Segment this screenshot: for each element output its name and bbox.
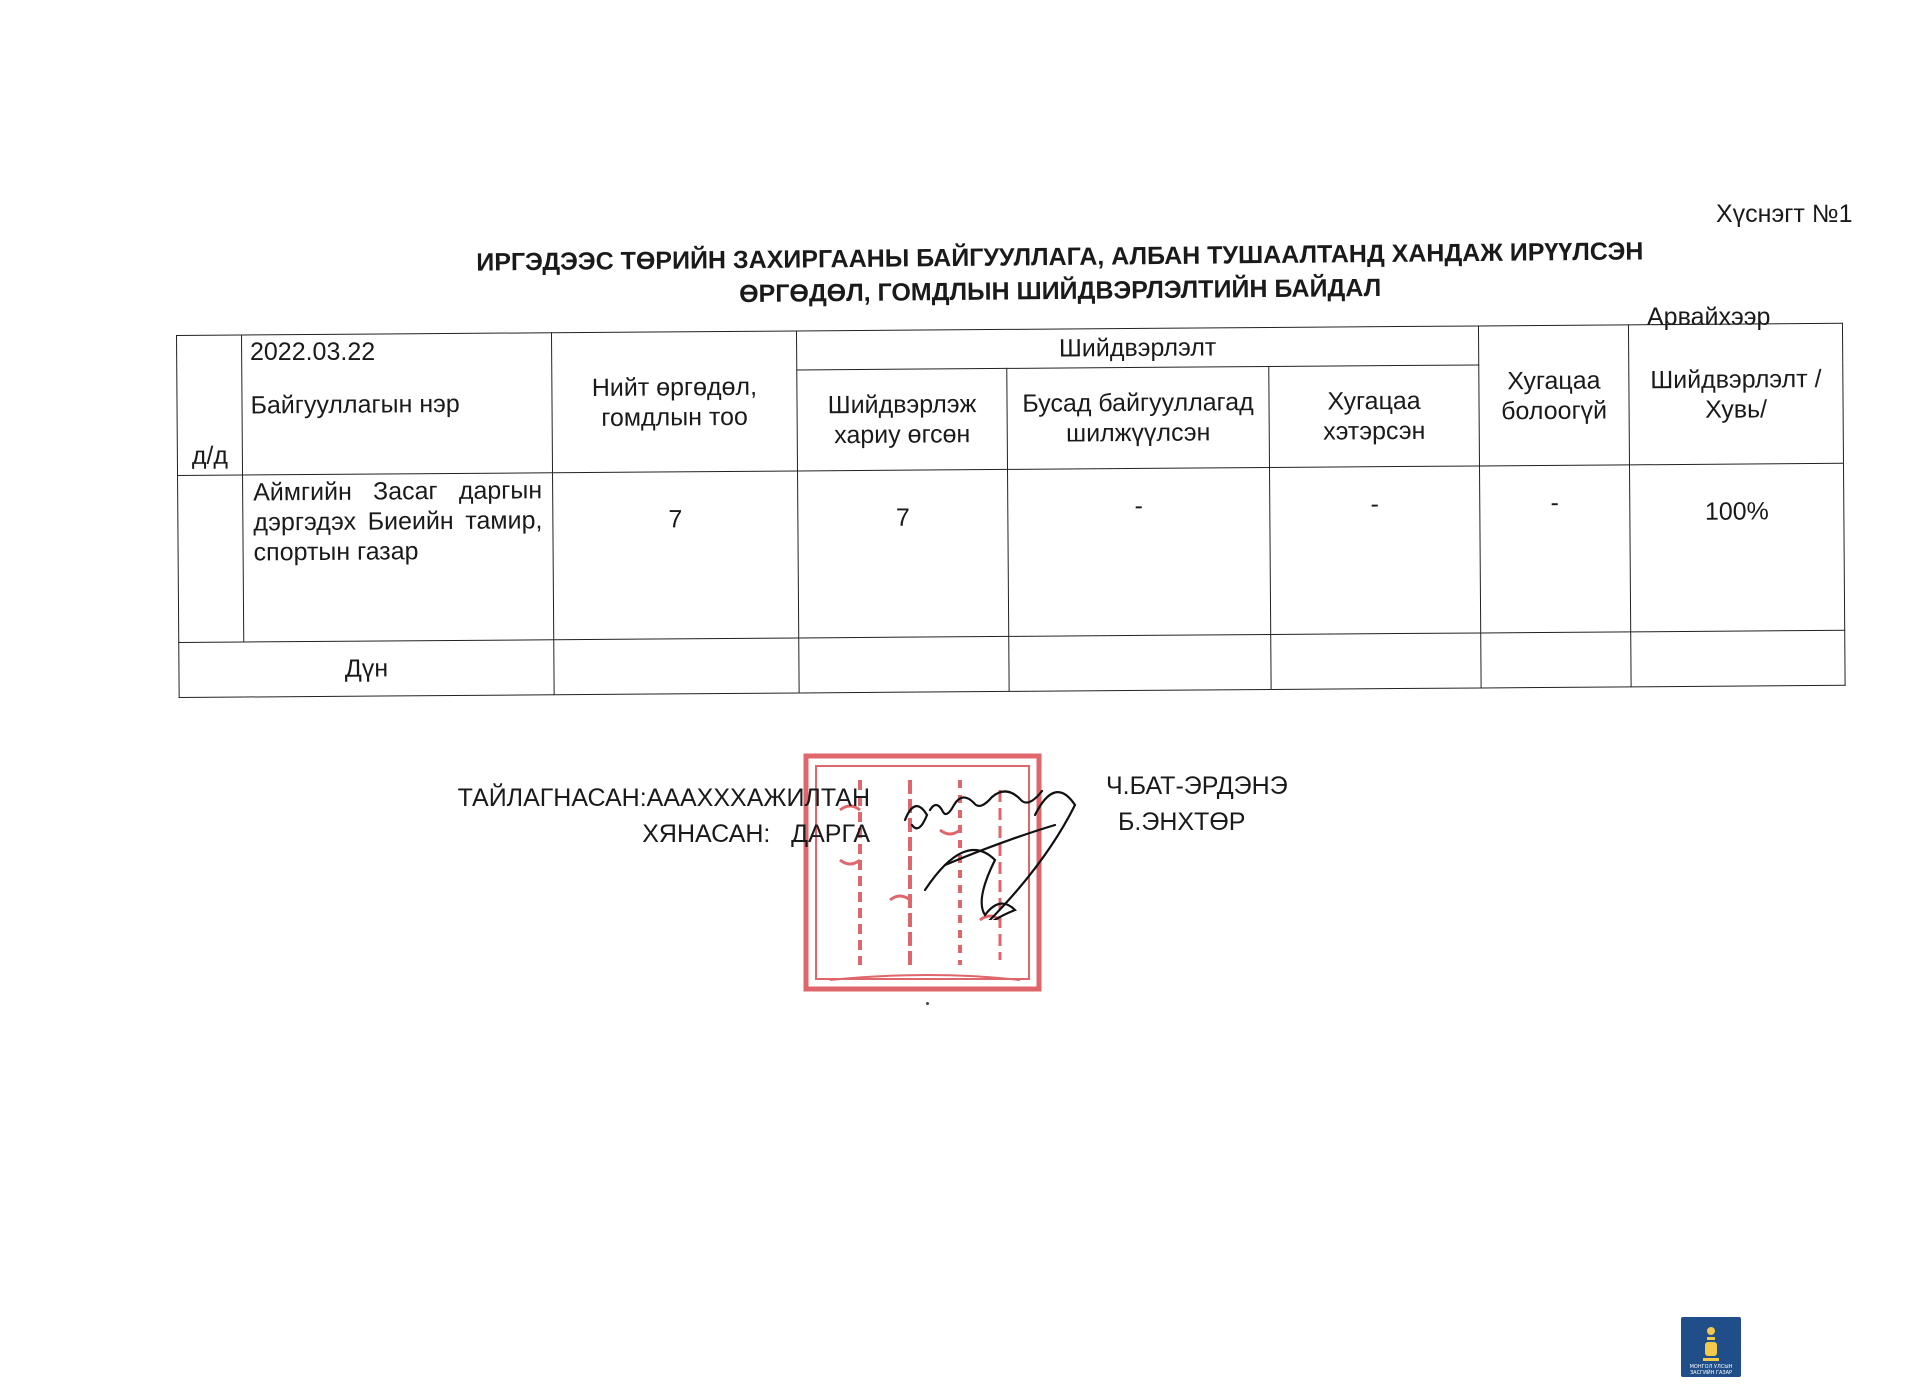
cell-num <box>178 475 244 642</box>
cell-total: 7 <box>553 471 799 640</box>
report-table-wrapper <box>176 323 1845 698</box>
total-cell-percent <box>1631 630 1845 687</box>
annex-number: Хүснэгт №1 <box>1716 200 1853 228</box>
ink-dot <box>926 1002 929 1005</box>
total-cell-transferred <box>1009 634 1271 691</box>
header-org-name: Байгууллагын нэр <box>242 333 553 475</box>
title-line-2: ӨРГӨДӨЛ, ГОМДЛЫН ШИЙДВЭРЛЭЛТИЙН БАЙДАЛ <box>739 273 1382 309</box>
reviewed-label: ХЯНАСАН: ДАРГА <box>642 820 870 848</box>
header-not-due: Хугацаа болоогүй <box>1478 325 1629 466</box>
total-cell-overdue <box>1271 633 1481 690</box>
header-overdue: Хугацаа хэтэрсэн <box>1269 365 1480 468</box>
signature-labels <box>420 780 870 852</box>
cell-overdue: - <box>1270 466 1481 635</box>
header-num: д/д <box>177 335 243 475</box>
government-logo <box>1681 1317 1741 1377</box>
total-cell-answered <box>799 636 1009 693</box>
total-row <box>179 630 1845 697</box>
prepared-label: ТАЙЛАГНАСАН:АААХХХАЖИЛТАН <box>457 784 870 812</box>
total-cell-not-due <box>1481 632 1631 688</box>
header-percent: Шийдвэрлэлт /Хувь/ <box>1628 323 1843 465</box>
table-row <box>178 463 1845 642</box>
handwritten-signature <box>885 770 1125 920</box>
total-label: Дүн <box>179 640 554 698</box>
cell-percent: 100% <box>1630 463 1845 632</box>
report-date: 2022.03.22 <box>250 338 376 366</box>
report-table <box>176 323 1846 698</box>
logo-text-1: МОНГОЛ УЛСЫН <box>1689 1364 1733 1370</box>
title-line-1: ИРГЭДЭЭС ТӨРИЙН ЗАХИРГААНЫ БАЙГУУЛЛАГА, АЛБАН ТУШААЛТАНД ХАНДАЖ ИРҮҮЛСЭН <box>476 237 1644 277</box>
cell-transferred: - <box>1008 467 1271 636</box>
total-cell-total <box>554 638 799 695</box>
report-location: Арвайхээр <box>1647 303 1771 331</box>
header-total: Нийт өргөдөл, гомдлын тоо <box>551 331 797 473</box>
header-resolution-group: Шийдвэрлэлт <box>796 326 1478 370</box>
cell-org-name: Аймгийн Засаг даргын дэргэдэх Биеийн тамир, спортын газар <box>243 473 554 642</box>
document-title <box>420 234 1701 314</box>
reviewed-name: Б.ЭНХТӨР <box>1118 808 1246 836</box>
signature-names <box>1106 768 1406 840</box>
soyombo-icon <box>1681 1317 1741 1377</box>
header-answered: Шийдвэрлэж хариу өгсөн <box>797 368 1008 471</box>
cell-answered: 7 <box>798 469 1009 638</box>
cell-not-due: - <box>1480 465 1631 633</box>
prepared-name: Ч.БАТ-ЭРДЭНЭ <box>1106 772 1288 800</box>
header-row-top <box>177 323 1843 374</box>
header-transferred: Бусад байгууллагад шилжүүлсэн <box>1007 366 1270 469</box>
logo-text-2: ЗАСГИЙН ГАЗАР <box>1689 1370 1733 1376</box>
